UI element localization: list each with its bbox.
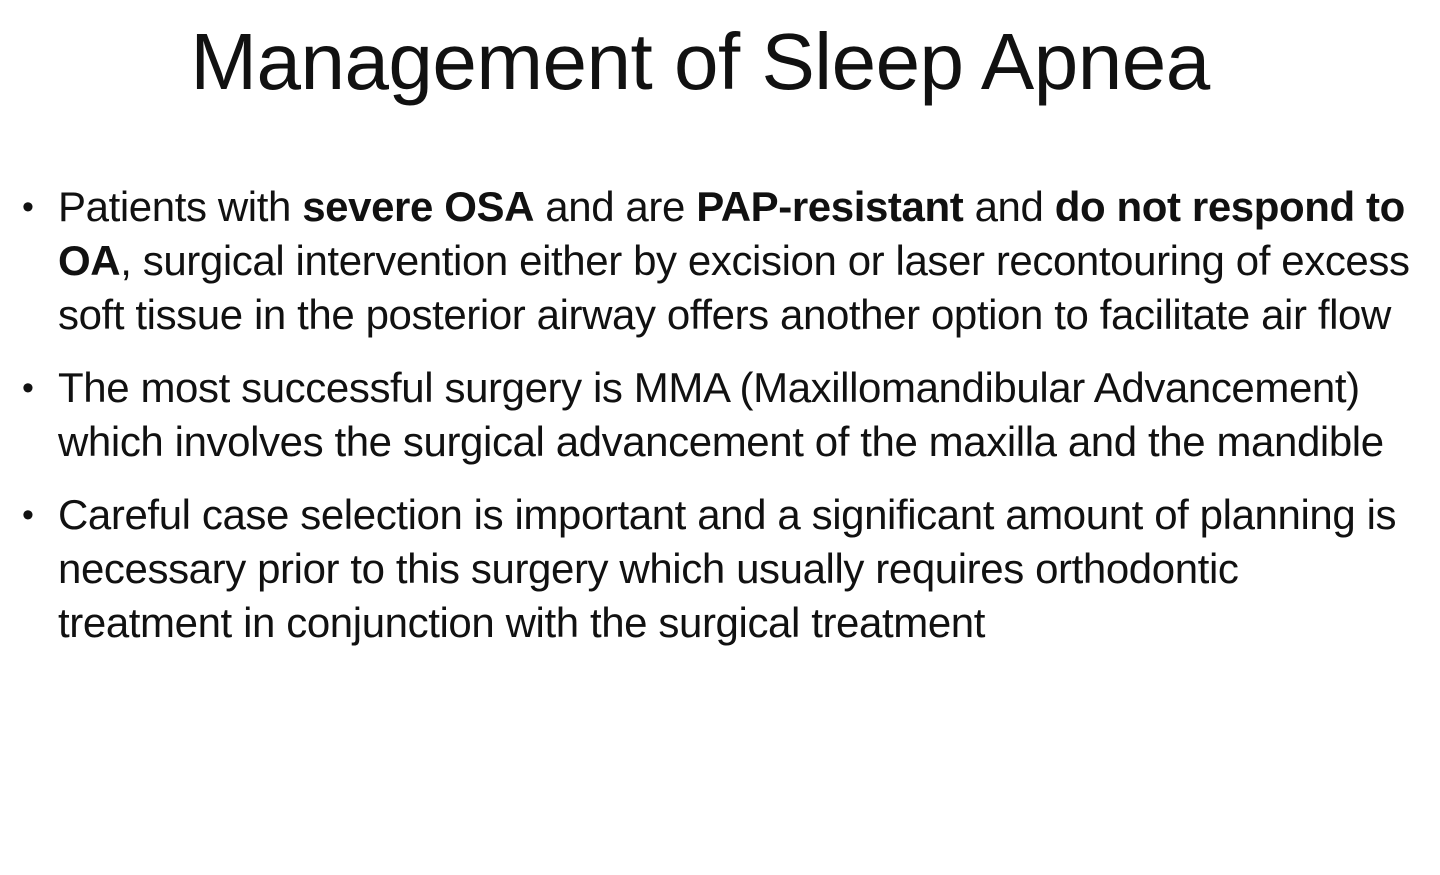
slide-title: Management of Sleep Apnea	[190, 17, 1210, 106]
bullet-item	[22, 361, 1412, 469]
bullet-list	[22, 180, 1412, 669]
bullet-text-segment: and are	[534, 183, 697, 230]
bullet-item	[22, 488, 1412, 650]
bullet-marker: •	[22, 496, 34, 534]
bullet-text-bold: severe OSA	[302, 183, 535, 230]
bullet-text: Careful case selection is important and a significant amount of planning is necessary prior to this surgery which usually requires orthodontic treatment in conjunction with the surgical treatment	[58, 491, 1397, 646]
bullet-item	[22, 180, 1412, 342]
bullet-marker: •	[22, 188, 34, 226]
bullet-text-segment: and	[963, 183, 1055, 230]
bullet-marker: •	[22, 369, 34, 407]
bullet-text: The most successful surgery is MMA (Maxillomandibular Advancement) which involves the surgical advancement of the maxilla and the mandible	[58, 364, 1384, 465]
bullet-text	[58, 183, 1410, 338]
bullet-text-segment: Patients with	[58, 183, 303, 230]
bullet-text-segment: , surgical intervention either by excision or laser recontouring of excess soft tissue in the posterior airway offers another option to facilitate air flow	[58, 237, 1410, 338]
bullet-text-bold: do not respond to OA	[58, 183, 1405, 284]
bullet-text-bold: PAP-resistant	[696, 183, 964, 230]
